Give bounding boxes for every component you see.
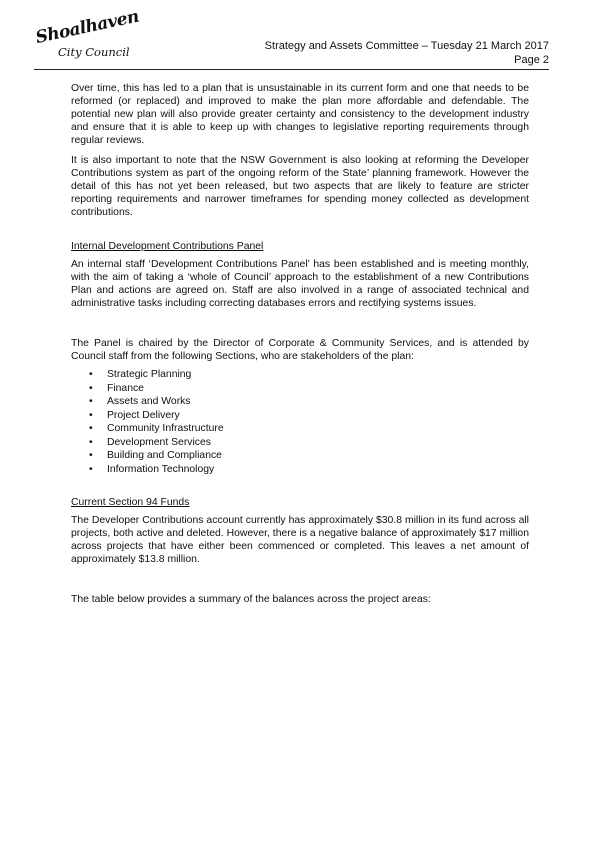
logo-script-text: Shoalhaven xyxy=(33,6,141,49)
section-heading: Current Section 94 Funds xyxy=(71,497,190,508)
list-item: • Community Infrastructure xyxy=(71,422,529,436)
list-item: • Development Services xyxy=(71,436,529,450)
paragraph: Over time, this has led to a plan that is unsustainable in its current form and one that needs to be reformed (or replaced) and improved to make the plan more affordable and defendable. The potential new plan will also provide greater certainty and consistency to the development industry and ensure that it is able to keep up with changes to legislative reporting requirements through regular reviews. xyxy=(71,83,529,146)
section-heading: Internal Development Contributions Panel xyxy=(71,241,264,252)
page-header xyxy=(33,6,549,70)
paragraph: The table below provides a summary of the balances across the project areas: xyxy=(71,594,431,605)
list-item: • Strategic Planning xyxy=(71,368,529,382)
paragraph: The Panel is chaired by the Director of Corporate & Community Services, and is attended by Council staff from the following Sections, who are stakeholders of the plan: xyxy=(71,338,529,362)
document-body xyxy=(71,82,529,613)
spacer xyxy=(71,317,529,337)
list-item: • Project Delivery xyxy=(71,409,529,423)
logo-subtitle: City Council xyxy=(58,45,130,59)
page-number: Page 2 xyxy=(514,54,549,66)
spacer xyxy=(71,573,529,593)
list-item: • Building and Compliance xyxy=(71,449,529,463)
council-logo xyxy=(33,6,146,68)
list-item: • Information Technology xyxy=(71,463,529,477)
spacer xyxy=(71,482,529,496)
paragraph: The Developer Contributions account currently has approximately $30.8 million in its fund across all projects, both active and deleted. However, there is a negative balance of approximately $17 million across projects that have either been commenced or completed. This leaves a net amount of approximately $13.8 million. xyxy=(71,515,529,565)
list-item: • Finance xyxy=(71,382,529,396)
header-divider xyxy=(34,69,549,70)
stakeholder-list xyxy=(71,368,529,476)
spacer xyxy=(71,226,529,240)
meeting-title: Strategy and Assets Committee – Tuesday 21 March 2017 xyxy=(264,40,549,52)
paragraph: An internal staff ‘Development Contributions Panel’ has been established and is meeting monthly, with the aim of taking a ‘whole of Council’ approach to the establishment of a new Contributions Plan and actions are agreed on. Staff are also involved in a range of associated technical and administrative tasks including correcting databases errors and rectifying systems issues. xyxy=(71,259,529,309)
paragraph: It is also important to note that the NSW Government is also looking at reforming the Developer Contributions system as part of the ongoing reform of the State’ planning framework. However the detail of this has not yet been released, but two aspects that are likely to feature are stricter reporting requirements and narrower timeframes for spending money collected as development contributions. xyxy=(71,155,529,218)
list-item: • Assets and Works xyxy=(71,395,529,409)
